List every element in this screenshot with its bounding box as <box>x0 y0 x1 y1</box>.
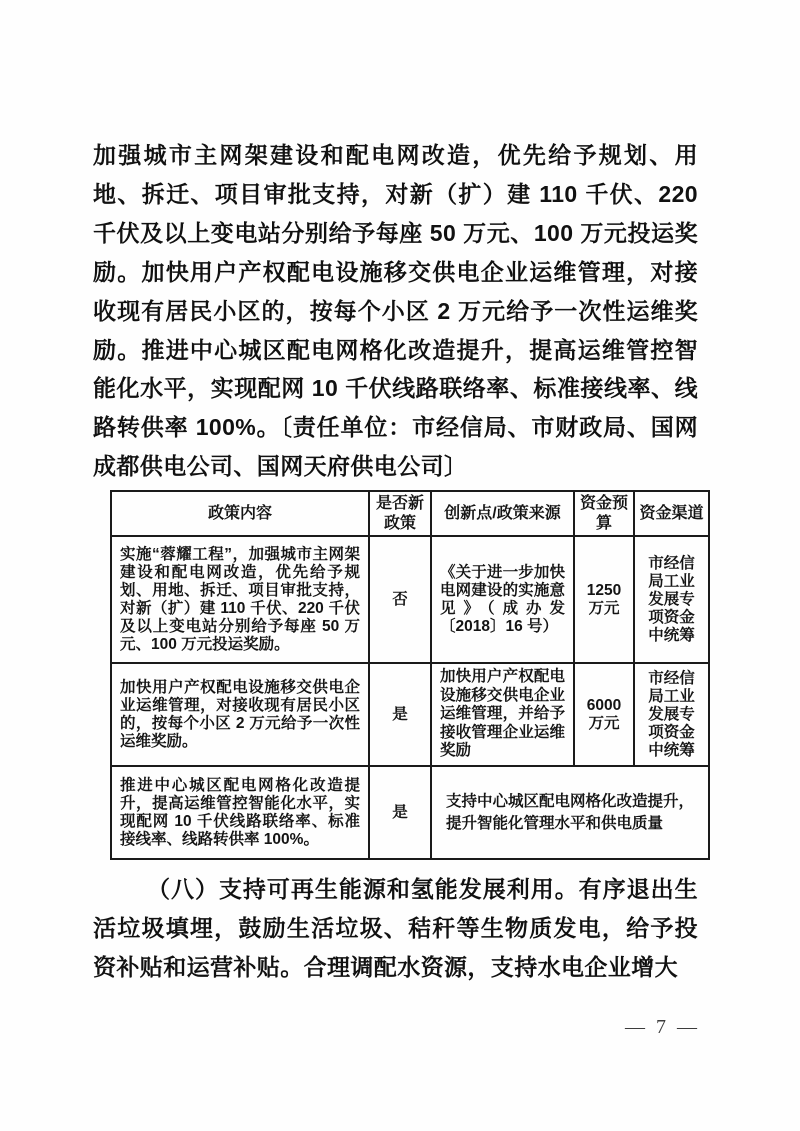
table-row <box>111 663 709 766</box>
cell-fund-channel: 市经信局工业发展专项资金中统筹 <box>634 663 709 766</box>
cell-policy-content: 推进中心城区配电网格化改造提升，提高运维管控智能化水平，实现配网 10 千伏线路联络率、标准接线率、线路转供率 100%。 <box>111 766 369 859</box>
cell-innovation-source: 支持中心城区配电网格化改造提升，提升智能化管理水平和供电质量 <box>431 766 709 859</box>
col-header-policy-content: 政策内容 <box>111 491 369 536</box>
cell-fund-channel: 市经信局工业发展专项资金中统筹 <box>634 536 709 663</box>
cell-is-new-policy: 是 <box>369 663 431 766</box>
paragraph-renewable-energy: （八）支持可再生能源和氢能发展利用。有序退出生活垃圾填埋，鼓励生活垃圾、秸秆等生物质发电，给予投资补贴和运营补贴。合理调配水资源，支持水电企业增大 <box>93 876 698 980</box>
page-number: — 7 — <box>625 1016 700 1038</box>
col-header-fund-budget: 资金预算 <box>574 491 634 536</box>
document-content <box>93 136 704 987</box>
policy-table <box>110 490 710 860</box>
cell-fund-budget: 6000 万元 <box>574 663 634 766</box>
paragraph-grid-construction: 加强城市主网架建设和配电网改造，优先给予规划、用地、拆迁、项目审批支持，对新（扩）建 110 千伏、220 千伏及以上变电站分别给予每座 50 万元、100 万元投运奖励。加快用户产权配电设施移交供电企业运维管理，对接收现有居民小区的，按每个小区 2 万元给予一次性运维奖励。推进中心城区配电网格化改造提升，提高运维管控智能化水平，实现配网 10 千伏线路联络率、标准接线率、线路转供率 100%。〔责任单位：市经信局、市财政局、国网成都供电公司、国网天府供电公司〕 <box>93 142 698 480</box>
table-row <box>111 766 709 859</box>
cell-innovation-source: 加快用户产权配电设施移交供电企业运维管理，并给予接收管理企业运维奖励 <box>431 663 574 766</box>
table-row <box>111 536 709 663</box>
col-header-fund-channel: 资金渠道 <box>634 491 709 536</box>
cell-policy-content: 实施“蓉耀工程”，加强城市主网架建设和配电网改造，优先给予规划、用地、拆迁、项目审批支持，对新（扩）建 110 千伏、220 千伏及以上变电站分别给予每座 50 万元、100 万元投运奖励。 <box>111 536 369 663</box>
cell-is-new-policy: 是 <box>369 766 431 859</box>
cell-innovation-source: 《关于进一步加快电网建设的实施意见》（成办发〔2018〕16 号） <box>431 536 574 663</box>
cell-fund-budget: 1250 万元 <box>574 536 634 663</box>
cell-is-new-policy: 否 <box>369 536 431 663</box>
table-header-row <box>111 491 709 536</box>
col-header-innovation-source: 创新点/政策来源 <box>431 491 574 536</box>
cell-policy-content: 加快用户产权配电设施移交供电企业运维管理，对接收现有居民小区的，按每个小区 2 万元给予一次性运维奖励。 <box>111 663 369 766</box>
col-header-is-new-policy: 是否新政策 <box>369 491 431 536</box>
